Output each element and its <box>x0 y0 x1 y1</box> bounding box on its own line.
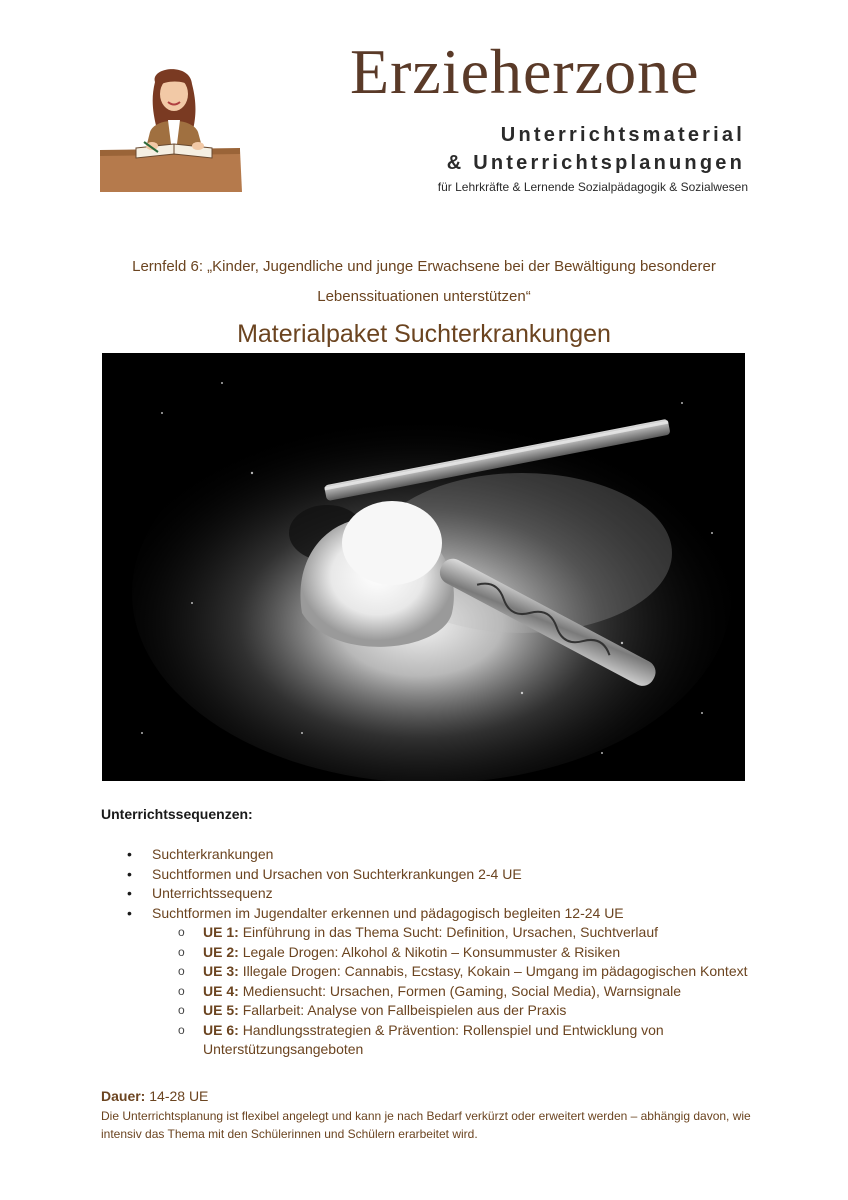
unit-label: UE 5: <box>203 1002 239 1018</box>
lernfeld-heading: Lernfeld 6: „Kinder, Jugendliche und junge Erwachsene bei der Bewältigung besonderer Lebenssituationen unterstützen“ <box>132 258 716 305</box>
unit-text: Fallarbeit: Analyse von Fallbeispielen aus der Praxis <box>242 1002 567 1018</box>
unit-item <box>101 1001 761 1021</box>
brand-subtitle-1: Unterrichtsmaterial <box>500 124 745 146</box>
cover-photo <box>102 353 745 781</box>
unit-text: Einführung in das Thema Sucht: Definition, Ursachen, Suchtverlauf <box>242 924 658 940</box>
unit-item <box>101 962 761 982</box>
duration-label: Dauer: <box>101 1088 146 1104</box>
brand-name: Erzieherzone <box>350 36 700 107</box>
brand-tagline: für Lehrkräfte & Lernende Sozialpädagogik & Sozialwesen <box>437 180 748 194</box>
list-item: • Suchtformen und Ursachen von Suchterkrankungen 2-4 UE <box>101 865 761 885</box>
unit-label: UE 6: <box>203 1021 239 1038</box>
duration-value: 14-28 UE <box>149 1088 209 1104</box>
unit-label: UE 1: <box>203 924 239 940</box>
unit-item <box>101 982 761 1002</box>
brand-subtitle-2: & Unterrichtsplanungen <box>446 152 745 174</box>
sequences-heading: Unterrichtssequenzen: <box>101 806 253 822</box>
page-title: Materialpaket Suchterkrankungen <box>237 320 611 348</box>
unit-item <box>101 923 761 943</box>
unit-item <box>101 1021 761 1060</box>
duration <box>101 1088 208 1104</box>
duration-note: Die Unterrichtsplanung ist flexibel angelegt und kann je nach Bedarf verkürzt oder erweitert werden – abhängig davon, wie intensiv das Thema mit den Schülerinnen und Schülern erarbeitet wird. <box>101 1109 751 1141</box>
unit-label: UE 2: <box>203 943 239 960</box>
list-item: • Suchtformen im Jugendalter erkennen und pädagogisch begleiten 12-24 UE <box>101 904 761 924</box>
sequence-list <box>101 845 761 1060</box>
unit-text: Mediensucht: Ursachen, Formen (Gaming, Social Media), Warnsignale <box>242 982 682 999</box>
unit-text: Legale Drogen: Alkohol & Nikotin – Konsummuster & Risiken <box>242 943 621 960</box>
unit-text: Handlungsstrategien & Prävention: Rollenspiel und Entwicklung von Unterstützungsangeboten <box>203 1021 664 1057</box>
unit-item <box>101 943 761 963</box>
list-item: • Suchterkrankungen <box>101 845 761 865</box>
list-item: • Unterrichtssequenz <box>101 884 761 904</box>
unit-text: Illegale Drogen: Cannabis, Ecstasy, Kokain – Umgang im pädagogischen Kontext <box>242 963 748 979</box>
unit-label: UE 3: <box>203 963 239 979</box>
unit-label: UE 4: <box>203 982 239 999</box>
